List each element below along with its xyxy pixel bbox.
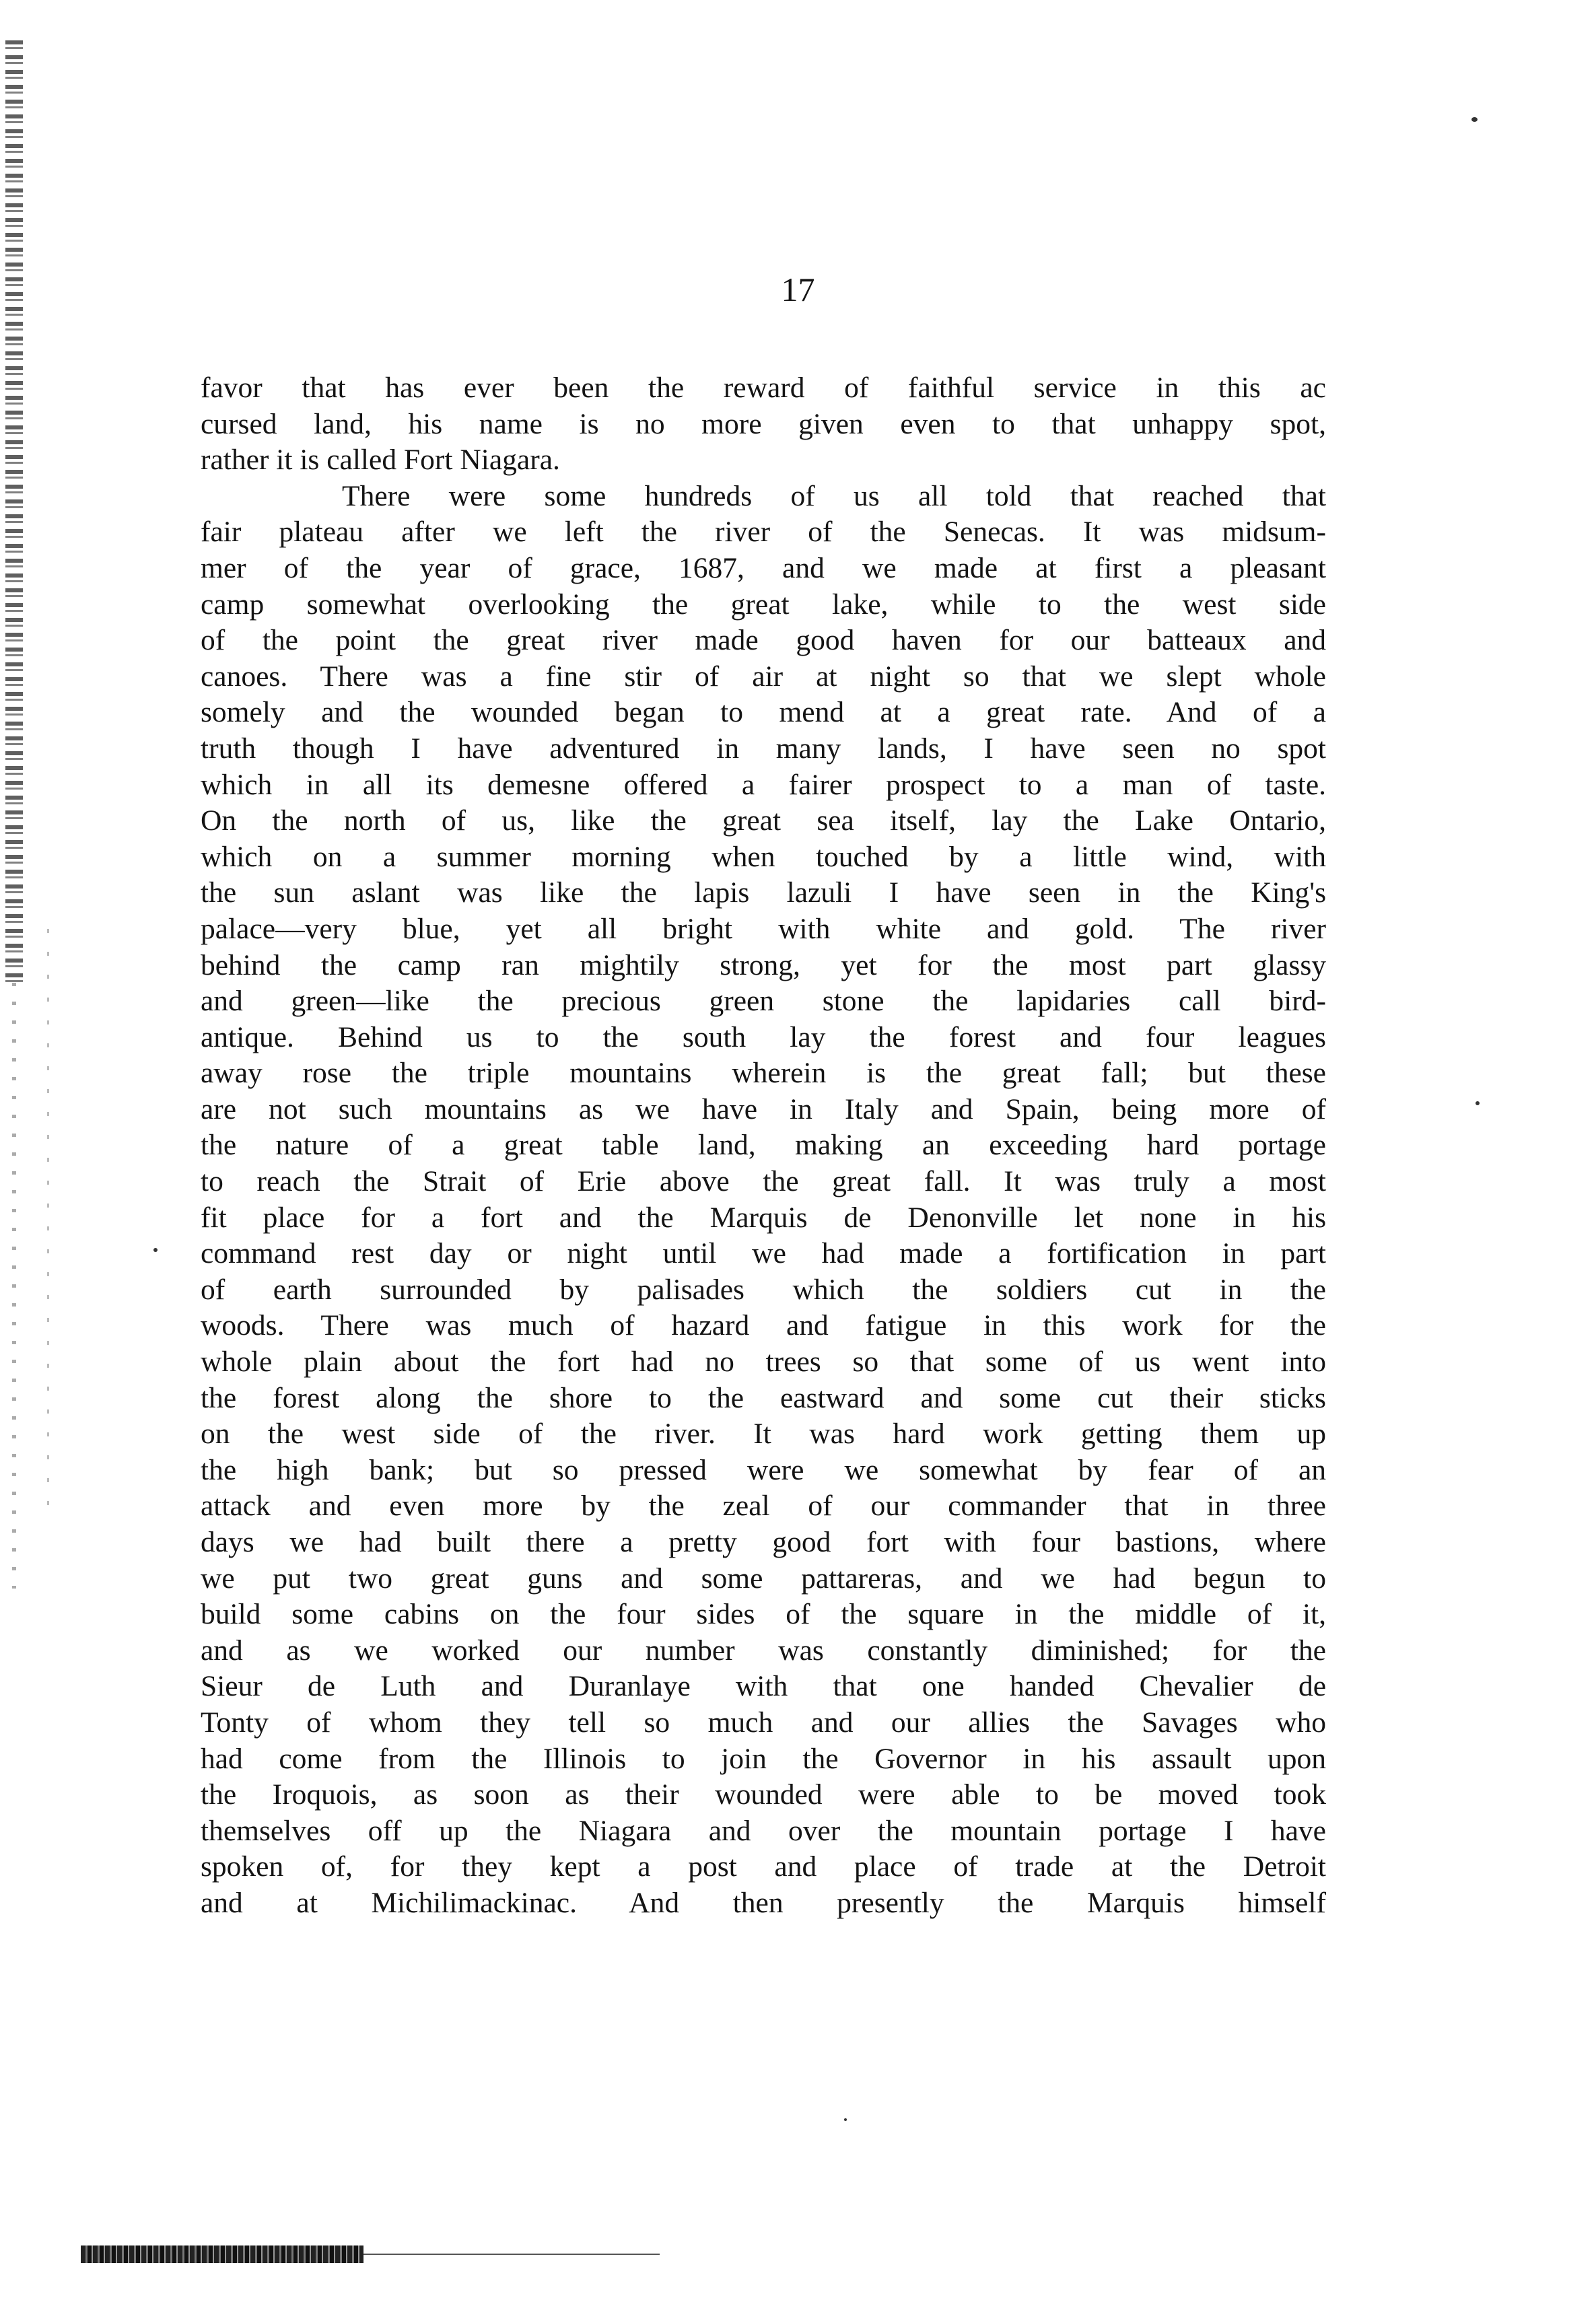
binding-edge-marks-inner (47, 929, 49, 1508)
text-line: favor that has ever been the reward of faithful service in this ac (201, 372, 1326, 404)
text-line: themselves off up the Niagara and over the mountain portage I have (201, 1814, 1326, 1847)
text-line: There were some hundreds of us all told that reached that (342, 479, 1326, 512)
text-line: are not such mountains as we have in Italy and Spain, being more of (201, 1092, 1326, 1125)
scan-speck (1476, 1101, 1480, 1105)
text-line: command rest day or night until we had made a fortification in part (201, 1237, 1326, 1270)
page-number: 17 (781, 271, 815, 308)
text-line: on the west side of the river. It was hard work getting them up (201, 1418, 1326, 1451)
scan-speck (153, 1248, 158, 1252)
text-line: we put two great guns and some pattareras, and we had begun to (201, 1562, 1326, 1595)
text-line: the Iroquois, as soon as their wounded were able to be moved took (201, 1778, 1326, 1811)
scan-speck (1471, 117, 1478, 122)
text-line: days we had built there a pretty good fort with four bastions, where (201, 1526, 1326, 1558)
text-line: mer of the year of grace, 1687, and we made at first a pleasant (201, 551, 1326, 584)
binding-edge-marks (12, 983, 16, 1589)
text-line: cursed land, his name is no more given even to that unhappy spot, (201, 407, 1326, 440)
body-text (201, 370, 1326, 1922)
text-line: antique. Behind us to the south lay the forest and four leagues (201, 1020, 1326, 1053)
text-line: and at Michilimackinac. And then presently the Marquis himself (201, 1886, 1326, 1919)
text-line: fair plateau after we left the river of the Senecas. It was midsum- (201, 516, 1326, 549)
text-line: which in all its demesne offered a fairer prospect to a man of taste. (201, 768, 1326, 801)
text-line: the forest along the shore to the eastward and some cut their sticks (201, 1381, 1326, 1414)
binding-edge-shadow (5, 40, 23, 983)
text-line: build some cabins on the four sides of the square in the middle of it, (201, 1598, 1326, 1631)
text-line: the nature of a great table land, making an exceeding hard portage (201, 1129, 1326, 1162)
text-line: of the point the great river made good haven for our batteaux and (201, 624, 1326, 657)
text-line: away rose the triple mountains wherein is the great fall; but these (201, 1057, 1326, 1090)
text-line: and green—like the precious green stone the lapidaries call bird- (201, 985, 1326, 1018)
text-line: canoes. There was a fine stir of air at night so that we slept whole (201, 660, 1326, 693)
text-line: had come from the Illinois to join the Governor in his assault upon (201, 1742, 1326, 1775)
text-line: woods. There was much of hazard and fatigue in this work for the (201, 1309, 1326, 1342)
text-line: camp somewhat overlooking the great lake, while to the west side (201, 588, 1326, 621)
text-line: behind the camp ran mightily strong, yet for the most part glassy (201, 948, 1326, 981)
text-line: whole plain about the fort had no trees so that some of us went into (201, 1346, 1326, 1379)
text-line: Tonty of whom they tell so much and our allies the Savages who (201, 1706, 1326, 1739)
scan-speck (844, 2118, 847, 2121)
scan-noise-bar (81, 2245, 363, 2263)
text-line: spoken of, for they kept a post and place of trade at the Detroit (201, 1850, 1326, 1883)
scan-rule-line (363, 2254, 660, 2255)
text-line: Sieur de Luth and Duranlaye with that one handed Chevalier de (201, 1670, 1326, 1703)
text-line: somely and the wounded began to mend at a great rate. And of a (201, 696, 1326, 729)
text-line: the sun aslant was like the lapis lazuli I have seen in the King's (201, 876, 1326, 909)
text-line: the high bank; but so pressed were we somewhat by fear of an (201, 1453, 1326, 1486)
text-line: truth though I have adventured in many lands, I have seen no spot (201, 732, 1326, 765)
text-line: rather it is called Fort Niagara. (201, 444, 560, 477)
text-line: of earth surrounded by palisades which the soldiers cut in the (201, 1273, 1326, 1306)
text-line: to reach the Strait of Erie above the great fall. It was truly a most (201, 1165, 1326, 1198)
text-line: and as we worked our number was constantly diminished; for the (201, 1634, 1326, 1667)
text-line: On the north of us, like the great sea itself, lay the Lake Ontario, (201, 804, 1326, 837)
text-line: attack and even more by the zeal of our commander that in three (201, 1490, 1326, 1523)
text-line: which on a summer morning when touched by a little wind, with (201, 840, 1326, 873)
scan-bottom-artifact (81, 2245, 660, 2263)
text-line: palace—very blue, yet all bright with white and gold. The river (201, 912, 1326, 945)
text-line: fit place for a fort and the Marquis de Denonville let none in his (201, 1201, 1326, 1234)
